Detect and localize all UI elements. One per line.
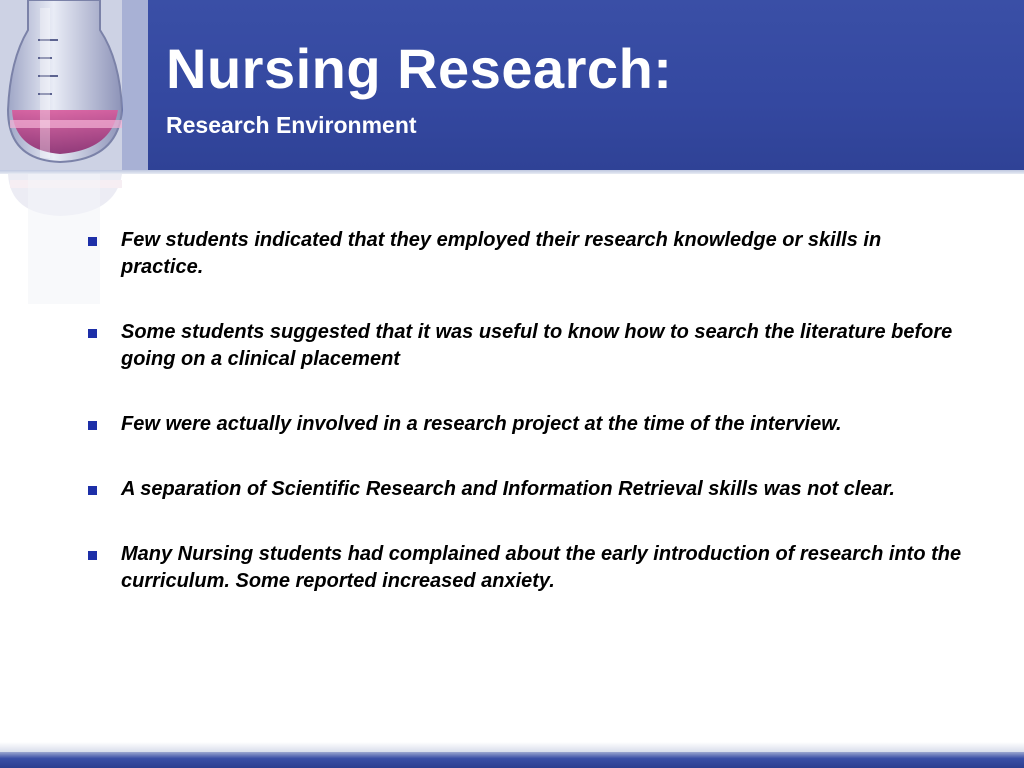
list-item <box>88 476 968 503</box>
footer-shadow <box>0 742 1024 752</box>
bullet-text: Many Nursing students had complained about the early introduction of research into the curriculum. Some reported increased anxiety. <box>121 543 962 592</box>
square-bullet-icon <box>88 551 97 560</box>
bullet-text: Few were actually involved in a research project at the time of the interview. <box>121 413 842 435</box>
banner-divider <box>0 170 1024 174</box>
square-bullet-icon <box>88 237 97 246</box>
slide-title: Nursing Research: <box>166 37 673 100</box>
square-bullet-icon <box>88 421 97 430</box>
list-item <box>88 541 968 595</box>
laboratory-flask-icon <box>0 0 148 170</box>
list-item <box>88 319 968 373</box>
list-item <box>88 411 968 438</box>
bullet-list <box>88 227 968 633</box>
footer-bar <box>0 752 1024 768</box>
list-item <box>88 227 968 281</box>
slide-subtitle: Research Environment <box>166 112 417 138</box>
bullet-text: A separation of Scientific Research and Information Retrieval skills was not clear. <box>121 478 895 500</box>
square-bullet-icon <box>88 486 97 495</box>
bullet-text: Some students suggested that it was useful to know how to search the literature before going on a clinical placement <box>121 321 953 370</box>
bullet-text: Few students indicated that they employed their research knowledge or skills in practice. <box>121 229 882 278</box>
square-bullet-icon <box>88 329 97 338</box>
